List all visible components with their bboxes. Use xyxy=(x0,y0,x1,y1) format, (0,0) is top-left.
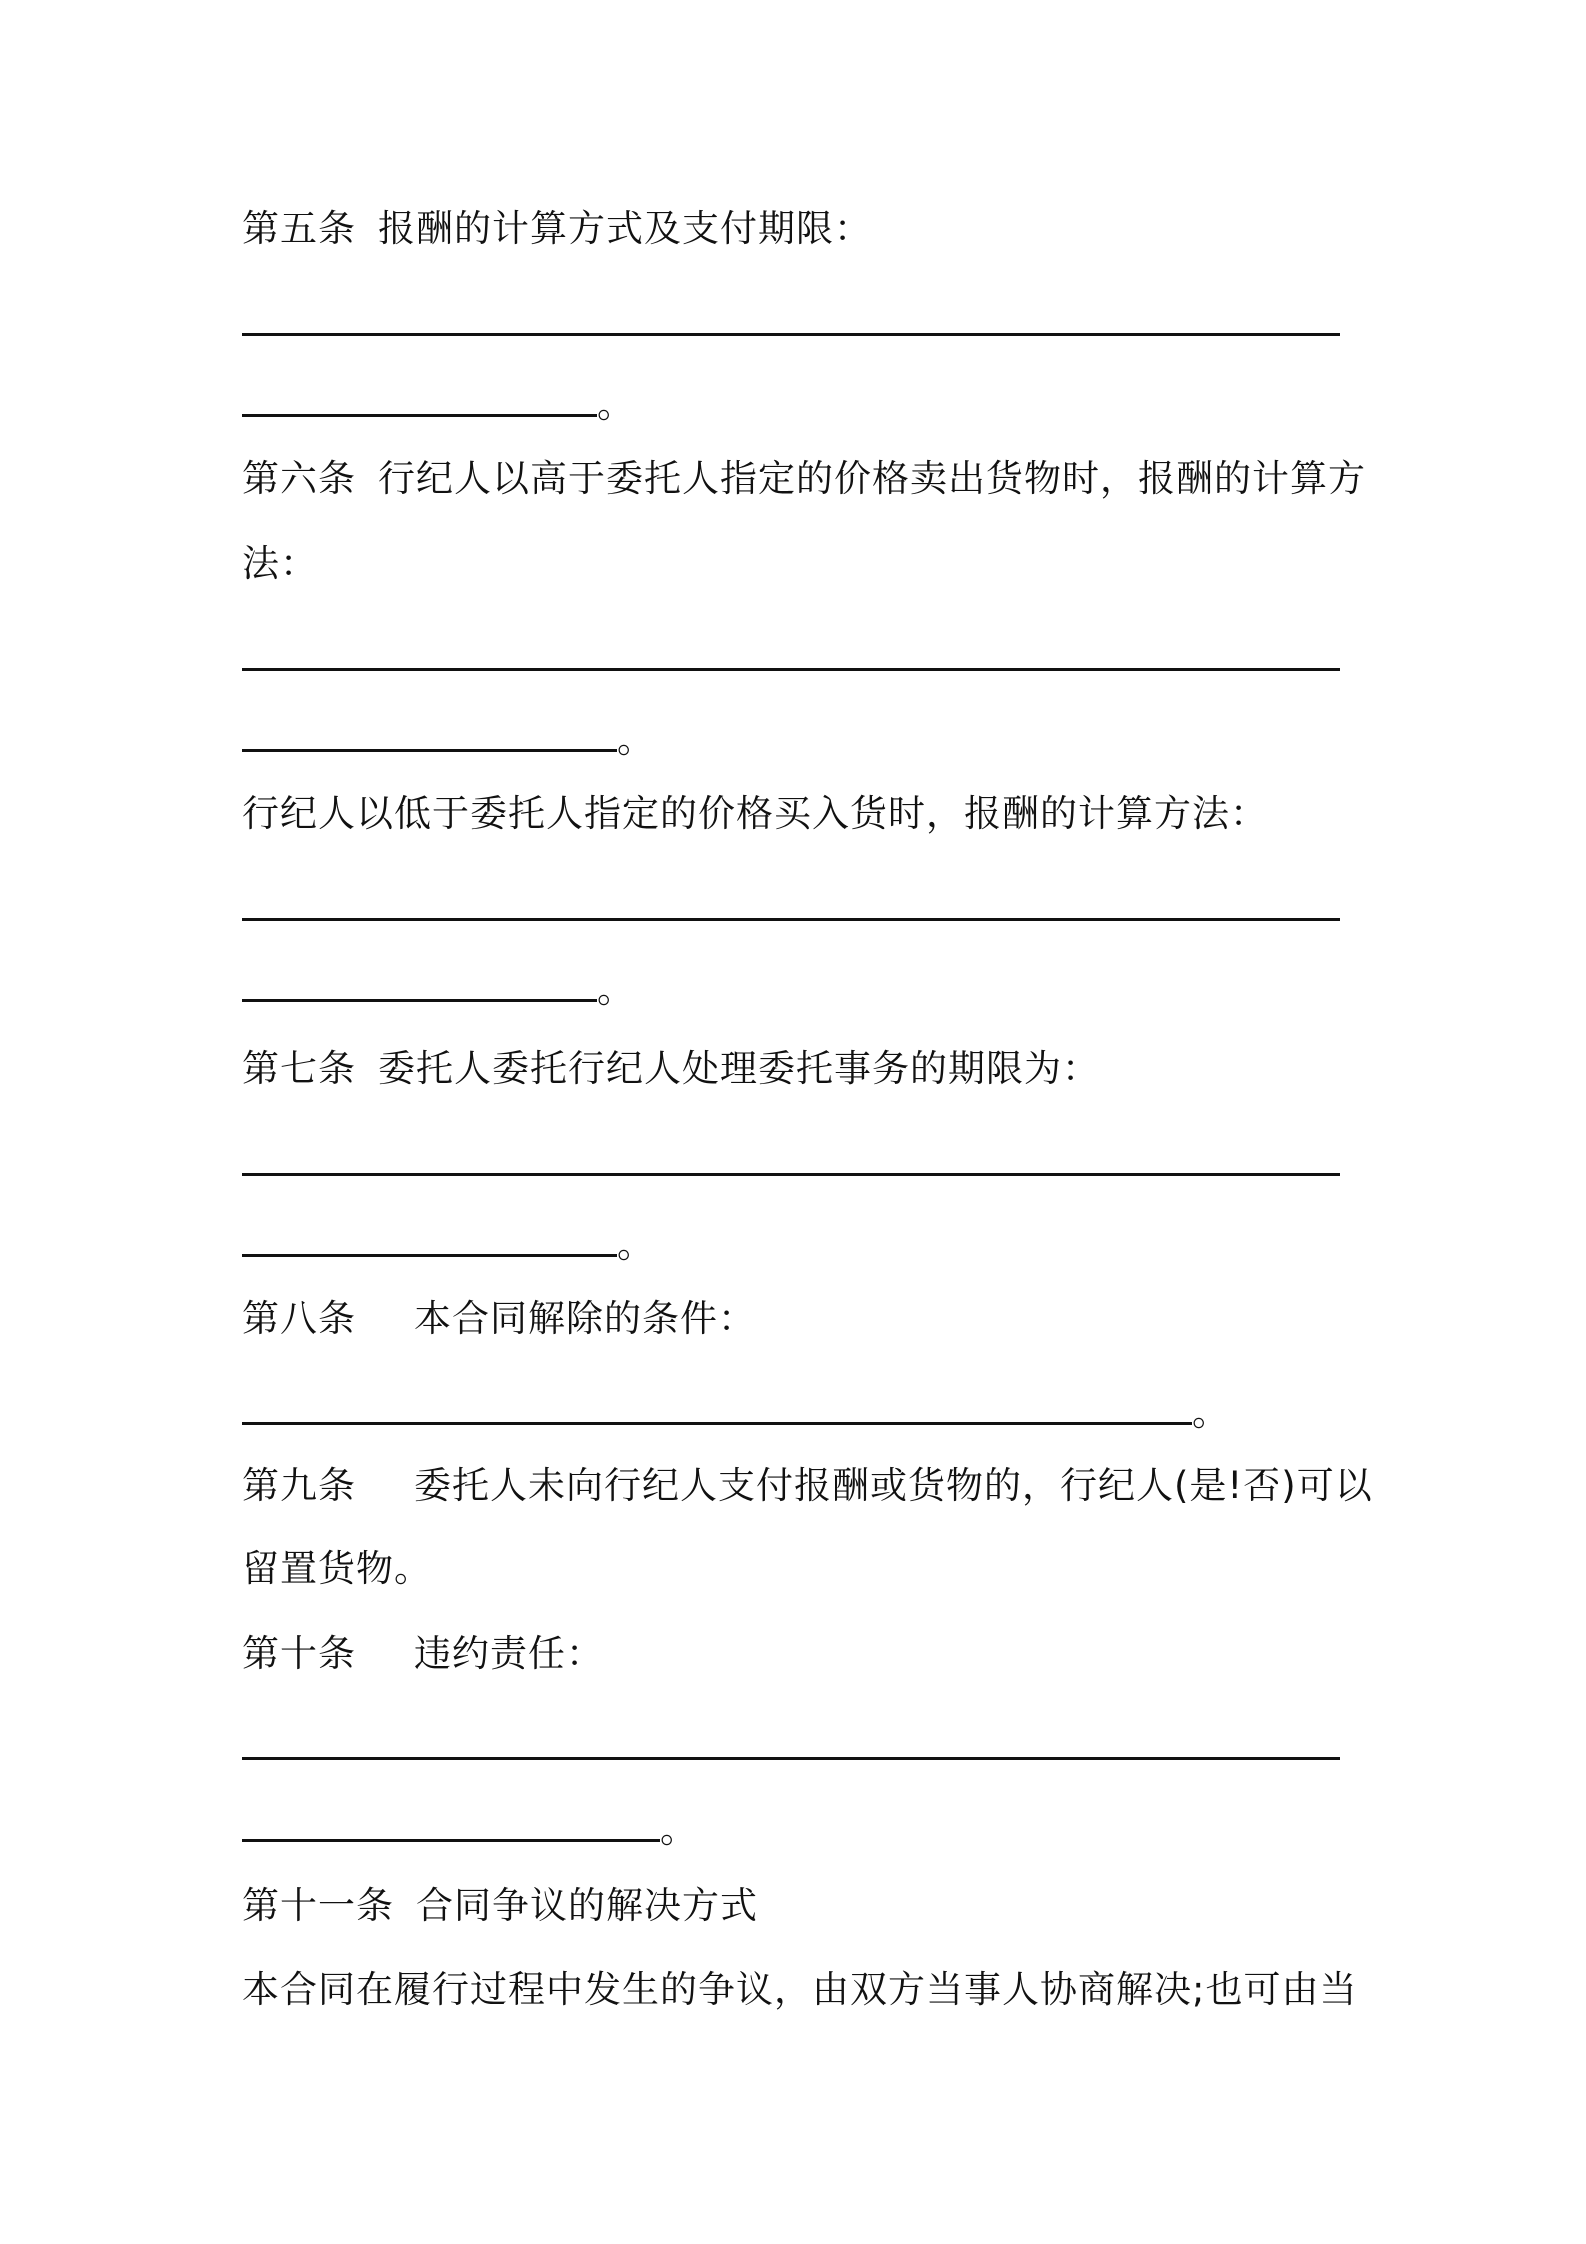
period: 。 xyxy=(617,1223,655,1266)
article-9-label: 第九条 xyxy=(242,1464,356,1507)
article-11-text-2: 本合同在履行过程中发生的争议，由双方当事人协商解决;也可由当 xyxy=(242,1968,1358,2011)
fill-in-blank[interactable] xyxy=(242,888,1340,921)
fill-in-blank[interactable] xyxy=(242,719,617,752)
article-6-blank-line-4 xyxy=(242,966,635,1014)
article-8-label: 第八条 xyxy=(242,1297,356,1340)
fill-in-blank[interactable] xyxy=(242,303,1340,336)
fill-in-blank[interactable] xyxy=(242,1727,1340,1760)
article-7-blank-line-1 xyxy=(242,1140,1340,1188)
article-5-text: 报酬的计算方式及支付期限： xyxy=(378,207,872,250)
article-8-heading xyxy=(242,1295,756,1343)
article-6-blank-line-1 xyxy=(242,635,1340,683)
article-6-text-2: 行纪人以低于委托人指定的价格买入货时，报酬的计算方法： xyxy=(242,792,1268,835)
article-10-text: 违约责任： xyxy=(414,1632,604,1675)
article-6-text: 行纪人以高于委托人指定的价格卖出货物时，报酬的计算方 xyxy=(378,457,1366,500)
fill-in-blank[interactable] xyxy=(242,1224,617,1257)
article-5-blank-line-2 xyxy=(242,381,635,429)
article-8-text: 本合同解除的条件： xyxy=(414,1297,756,1340)
fill-in-blank[interactable] xyxy=(242,1809,660,1842)
article-7-label: 第七条 xyxy=(242,1047,356,1090)
article-5-heading xyxy=(242,205,872,253)
article-6-blank-line-2 xyxy=(242,716,655,764)
article-10-blank-line-2 xyxy=(242,1806,698,1854)
article-7-heading xyxy=(242,1045,1100,1093)
article-11-paragraph xyxy=(242,1966,1357,2014)
period: 。 xyxy=(597,383,635,426)
article-10-blank-line-1 xyxy=(242,1724,1340,1772)
article-5-label: 第五条 xyxy=(242,207,356,250)
article-6-blank-line-3 xyxy=(242,885,1340,933)
article-6-heading xyxy=(242,455,1366,503)
fill-in-blank[interactable] xyxy=(242,638,1340,671)
article-11-text: 合同争议的解决方式 xyxy=(416,1884,758,1927)
period: 。 xyxy=(617,718,655,761)
period: 。 xyxy=(1192,1391,1230,1434)
article-6-text-continued xyxy=(242,540,318,588)
fill-in-blank[interactable] xyxy=(242,384,597,417)
article-6-label: 第六条 xyxy=(242,457,356,500)
article-6-paragraph-2 xyxy=(242,790,1268,838)
article-5-blank-line-1 xyxy=(242,300,1340,348)
article-9-heading xyxy=(242,1462,1373,1510)
article-8-blank-line-1 xyxy=(242,1389,1230,1437)
period: 。 xyxy=(660,1808,698,1851)
fill-in-blank[interactable] xyxy=(242,969,597,1002)
article-6-text-cont: 法： xyxy=(242,542,318,585)
fill-in-blank[interactable] xyxy=(242,1392,1192,1425)
article-9-text-continued xyxy=(242,1545,432,1593)
article-7-text: 委托人委托行纪人处理委托事务的期限为： xyxy=(378,1047,1100,1090)
article-11-label: 第十一条 xyxy=(242,1884,394,1927)
article-9-text: 委托人未向行纪人支付报酬或货物的，行纪人(是!否)可以 xyxy=(414,1464,1373,1507)
article-10-heading xyxy=(242,1630,604,1678)
article-10-label: 第十条 xyxy=(242,1632,356,1675)
article-7-blank-line-2 xyxy=(242,1221,655,1269)
fill-in-blank[interactable] xyxy=(242,1143,1340,1176)
period: 。 xyxy=(597,968,635,1011)
article-9-text-cont: 留置货物。 xyxy=(242,1547,432,1590)
article-11-heading xyxy=(242,1882,758,1930)
